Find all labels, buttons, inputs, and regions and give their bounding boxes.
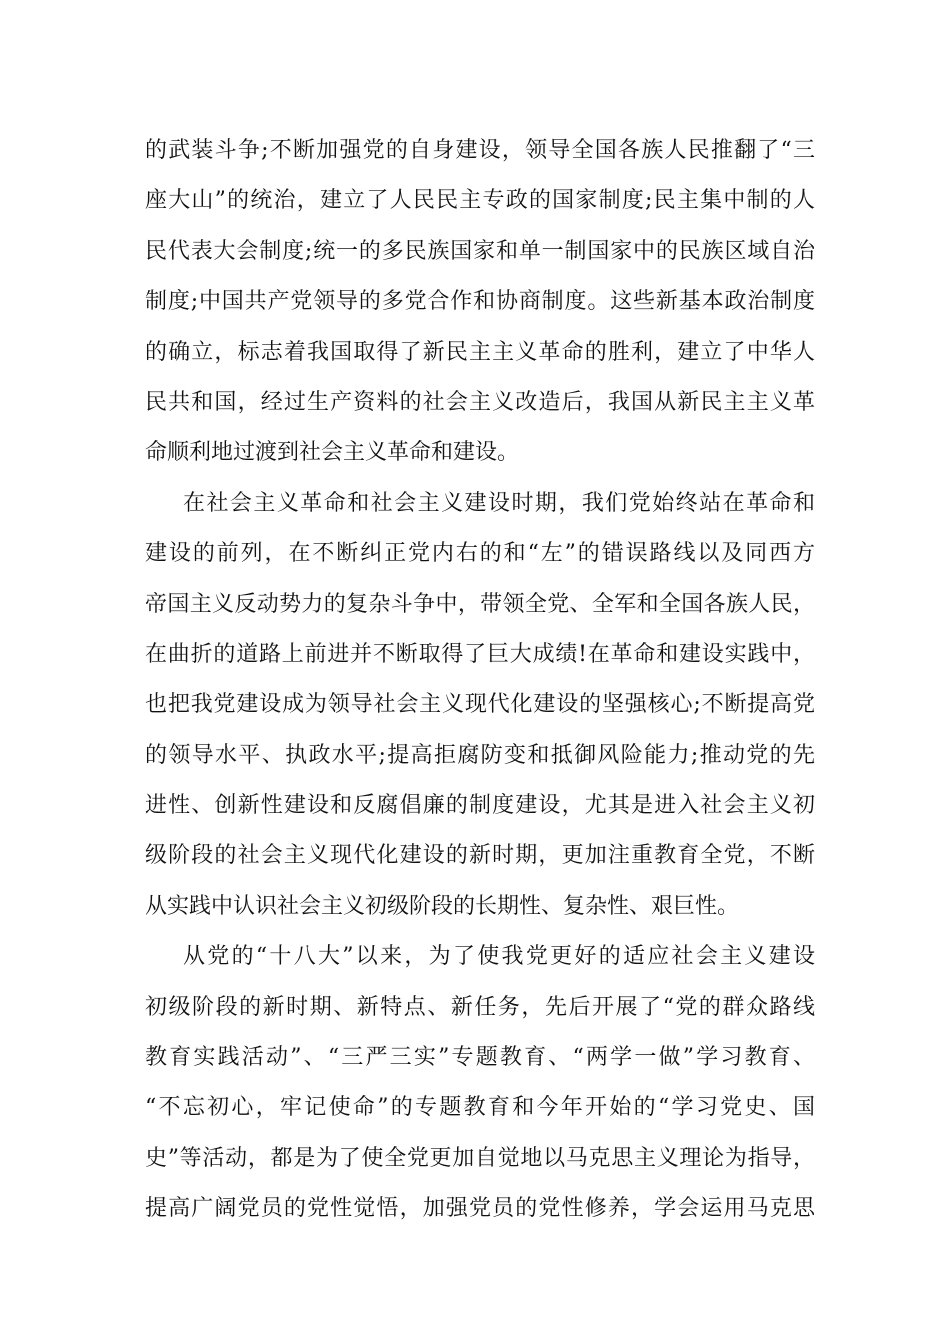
text-line: 帝国主义反动势力的复杂斗争中，带领全党、全军和全国各族人民， xyxy=(145,591,815,617)
paragraph-1 xyxy=(145,126,815,479)
paragraph-3 xyxy=(145,932,815,1234)
text-line: 民代表大会制度;统一的多民族国家和单一制国家中的民族区域自治 xyxy=(145,238,815,264)
text-line: 也把我党建设成为领导社会主义现代化建设的坚强核心;不断提高党 xyxy=(145,692,815,718)
text-line: 史”等活动，都是为了使全党更加自觉地以马克思主义理论为指导， xyxy=(145,1145,815,1171)
text-line: 的领导水平、执政水平;提高拒腐防变和抵御风险能力;推动党的先 xyxy=(145,742,815,768)
text-line: 初级阶段的新时期、新特点、新任务，先后开展了“党的群众路线 xyxy=(145,994,815,1020)
text-line: 在社会主义革命和社会主义建设时期，我们党始终站在革命和 xyxy=(183,490,815,516)
text-line: 的武装斗争;不断加强党的自身建设，领导全国各族人民推翻了“三 xyxy=(145,138,815,163)
text-line: 民共和国，经过生产资料的社会主义改造后，我国从新民主主义革 xyxy=(145,389,815,415)
text-line: 从党的“十八大”以来，为了使我党更好的适应社会主义建设 xyxy=(183,944,815,970)
text-line: “不忘初心，牢记使命”的专题教育和今年开始的“学习党史、国 xyxy=(145,1095,815,1121)
text-line: 座大山”的统治，建立了人民民主专政的国家制度;民主集中制的人 xyxy=(145,188,815,214)
text-line: 教育实践活动”、“三严三实”专题教育、“两学一做”学习教育、 xyxy=(145,1045,815,1071)
body-text xyxy=(145,126,815,1235)
text-line: 提高广阔党员的党性觉悟，加强党员的党性修养，学会运用马克思 xyxy=(145,1196,815,1222)
text-line: 的确立，标志着我国取得了新民主主义革命的胜利，建立了中华人 xyxy=(145,339,815,365)
text-line: 级阶段的社会主义现代化建设的新时期，更加注重教育全党，不断 xyxy=(145,843,815,869)
text-line: 制度;中国共产党领导的多党合作和协商制度。这些新基本政治制度 xyxy=(145,289,815,315)
paragraph-2 xyxy=(145,479,815,933)
text-line: 建设的前列，在不断纠正党内右的和“左”的错误路线以及同西方 xyxy=(145,541,815,567)
text-line: 进性、创新性建设和反腐倡廉的制度建设，尤其是进入社会主义初 xyxy=(145,793,815,819)
text-line: 命顺利地过渡到社会主义革命和建设。 xyxy=(145,440,520,466)
text-line: 从实践中认识社会主义初级阶段的长期性、复杂性、艰巨性。 xyxy=(145,893,740,919)
text-line: 在曲折的道路上前进并不断取得了巨大成绩!在革命和建设实践中， xyxy=(145,641,815,667)
